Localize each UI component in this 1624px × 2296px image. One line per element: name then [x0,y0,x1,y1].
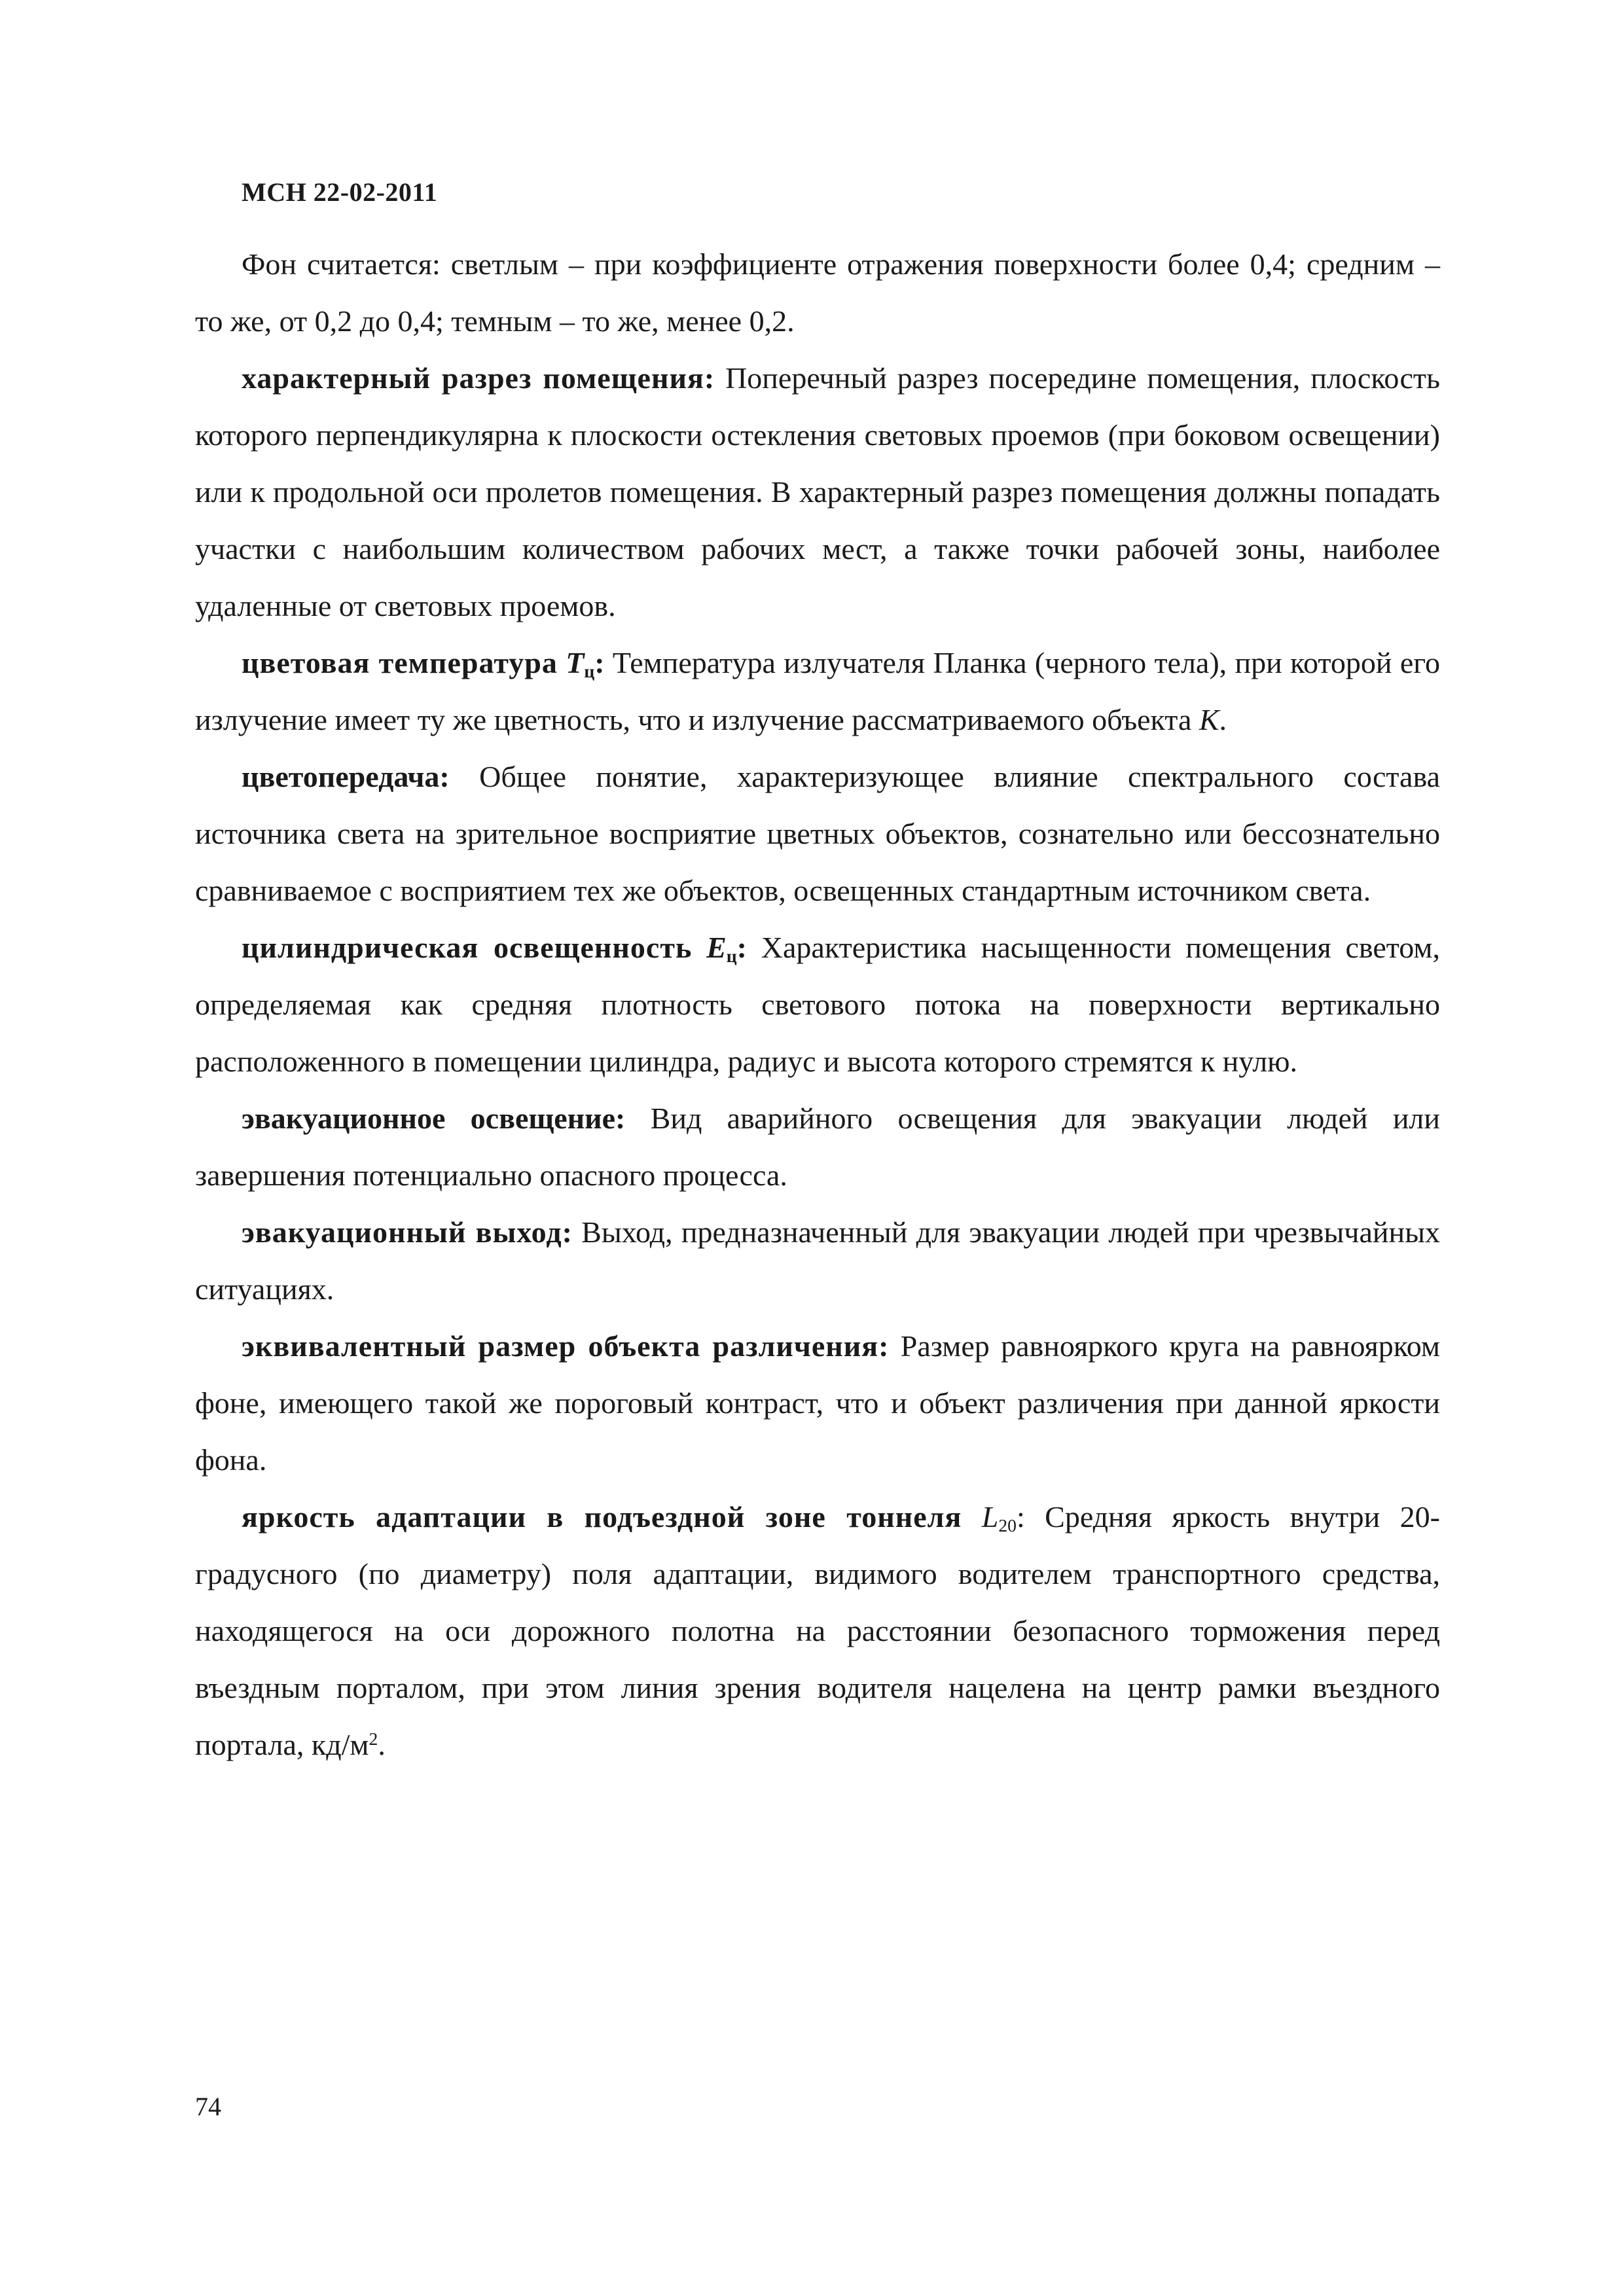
term-heading: эквивалентный размер объекта различения: [242,1329,890,1363]
end-punctuation: . [1219,703,1227,736]
symbol-subscript: ц [584,660,595,681]
paragraph-evacuation-exit [195,1204,1440,1318]
term-heading: характерный разрез помещения: [242,361,715,395]
end-punctuation: . [378,1728,386,1761]
term-colon: : [1016,1500,1025,1534]
term-heading: цилиндрическая освещенность [242,931,693,964]
symbol-subscript: 20 [998,1515,1017,1535]
definition-text: Характеристика насыщенности помещения светом, определяемая как средняя плотность светового потока на поверхности вертикально расположенного в помещении цилиндра, радиус и высота которого стремятся к нулю. [195,931,1441,1078]
paragraph-equivalent-object-size [195,1318,1440,1488]
term-heading: яркость адаптации в подъездной зоне тоннеля [242,1500,962,1534]
paragraph-characteristic-section [195,350,1440,634]
term-heading: эвакуационное освещение: [242,1102,626,1135]
definition-text: Размер равнояркого круга на равноярком фоне, имеющего такой же пороговый контраст, что и объект различения при данной яркости фона. [195,1329,1440,1477]
symbol-letter: T [566,646,585,679]
document-code-header: МСН 22-02-2011 [242,177,438,207]
unit-superscript: 2 [369,1728,378,1749]
definition-text: Общее понятие, характеризующее влияние спектрального состава источника света на зрительное восприятие цветных объектов, сознательно или бессознательно сравниваемое с восприятием тех же объектов, освещенных стандартным источником света. [195,760,1440,907]
page-number: 74 [195,2092,221,2121]
unit-text: кд/м [311,1728,369,1761]
term-colon: : [736,931,747,964]
paragraph-cylindrical-illuminance [195,919,1440,1090]
object-symbol: K [1199,703,1219,736]
paragraph-background-definition [195,236,1440,350]
definition-text: Поперечный разрез посередине помещения, плоскость которого перпендикулярна к плоскости остекления световых проемов (при боковом освещении) или к продольной оси пролетов помещения. В характерный разрез помещения должны попадать участки с наибольшим количеством рабочих мест, а также точки рабочей зоны, наиболее удаленные от световых проемов. [195,361,1440,622]
symbol-subscript: ц [726,945,737,966]
definition-text: Выход, предназначенный для эвакуации людей при чрезвычайных ситуациях. [195,1215,1441,1306]
paragraph-evacuation-lighting [195,1090,1440,1204]
term-heading: цветовая температура [242,646,558,679]
term-colon: : [594,646,605,679]
paragraph-text: Фон считается: светлым – при коэффициенте отражения поверхности более 0,4; средним – то же, от 0,2 до 0,4; темным – то же, менее 0,2. [195,247,1440,338]
definition-text: Температура излучателя Планка (черного тела), при которой его излучение имеет ту же цветность, что и излучение рассматриваемого объекта [195,646,1441,736]
definition-text: Вид аварийного освещения для эвакуации людей или завершения потенциально опасного процесса. [195,1102,1441,1192]
symbol-letter: L [981,1500,999,1534]
paragraph-color-rendering [195,748,1440,919]
symbol-letter: E [706,931,727,964]
document-body [195,236,1440,1773]
term-heading: цветопередача: [242,760,450,793]
paragraph-adaptation-luminance [195,1488,1440,1773]
definition-text: Средняя яркость внутри 20-градусного (по диаметру) поля адаптации, видимого водителем транспортного средства, находящегося на оси дорожного полотна на расстоянии безопасного торможения перед въездным порталом, при этом линия зрения водителя нацелена на центр рамки въездного портала, [195,1500,1440,1761]
term-heading: эвакуационный выход: [242,1215,573,1249]
paragraph-color-temperature [195,634,1440,748]
